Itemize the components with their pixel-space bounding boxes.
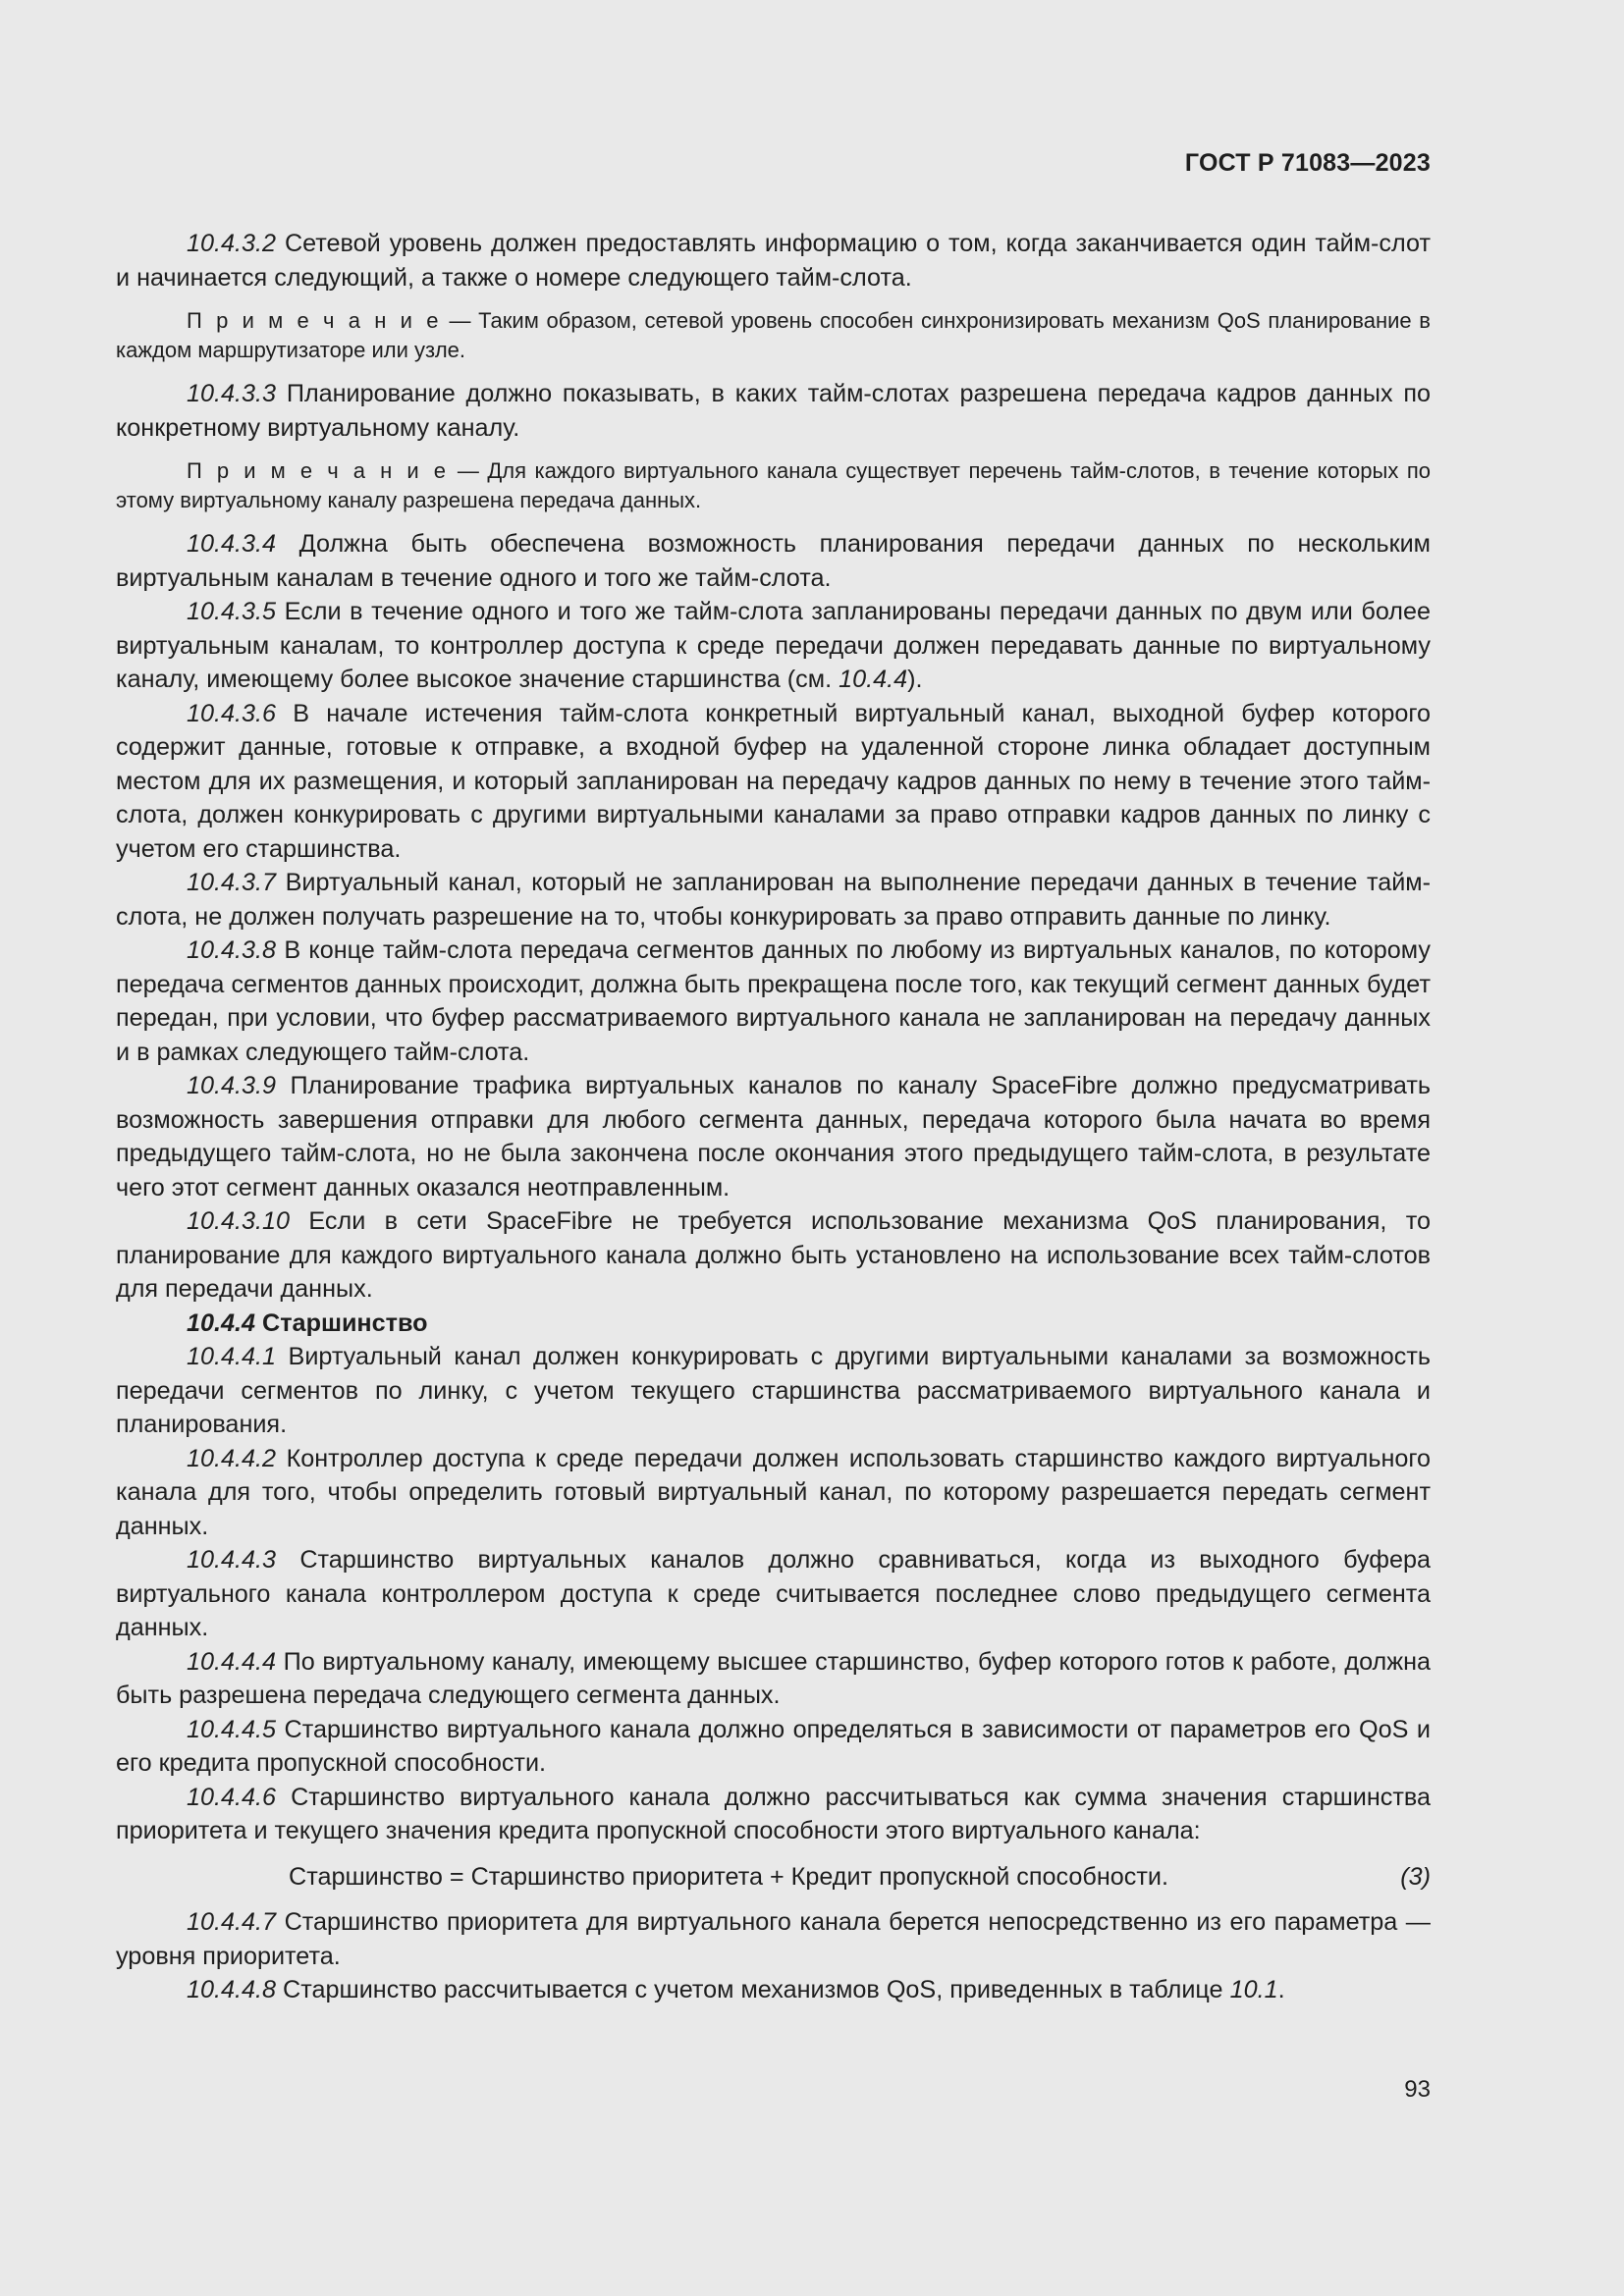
clause-number: 10.4.3.5 bbox=[187, 598, 277, 625]
clause-number: 10.4.3.7 bbox=[187, 869, 277, 896]
clause-text: Виртуальный канал должен конкурировать с другими виртуальными каналами за возможность передачи сегментов по линку, с учетом текущего старшинства рассматриваемого виртуального канала и планирования. bbox=[116, 1343, 1432, 1438]
clause-text: Старшинство приоритета для виртуального канала берется непосредственно из его параметра — уровня приоритета. bbox=[116, 1908, 1431, 1970]
page-body bbox=[116, 142, 1431, 2007]
paragraph-10-4-4-8 bbox=[116, 1973, 1431, 2007]
formula-number: (3) bbox=[1400, 1862, 1431, 1891]
clause-number: 10.4.4.3 bbox=[187, 1546, 277, 1574]
formula-3 bbox=[116, 1860, 1431, 1895]
clause-number: 10.4.3.2 bbox=[187, 230, 277, 257]
clause-number: 10.4.3.3 bbox=[187, 380, 277, 407]
clause-text: Если в сети SpaceFibre не требуется использование механизма QoS планирования, то планирование для каждого виртуального канала должно быть установлено на использование всех тайм-слотов для передачи данных. bbox=[116, 1207, 1432, 1303]
clause-text: В начале истечения тайм-слота конкретный виртуальный канал, выходной буфер которого содержит данные, готовые к отправке, а входной буфер на удаленной стороне линка обладает доступным местом для их размещения, и который запланирован на передачу кадров данных по нему в течение этого тайм-слота, должен конкурировать с другими виртуальными каналами за право отправки кадров данных по линку с учетом его старшинства. bbox=[116, 699, 1432, 863]
clause-number: 10.4.4.4 bbox=[187, 1647, 277, 1676]
paragraph-10-4-4-4 bbox=[116, 1645, 1431, 1713]
clause-text: Виртуальный канал, который не запланирован на выполнение передачи данных в течение тайм-слота, не должен получать разрешение на то, чтобы конкурировать за право отправить данные по линку. bbox=[116, 869, 1432, 931]
clause-text: Контроллер доступа к среде передачи должен использовать старшинство каждого виртуального канала для того, чтобы определить готовый виртуальный канал, по которому разрешается передать сегмент данных. bbox=[116, 1444, 1432, 1540]
section-heading-10-4-4 bbox=[116, 1307, 1431, 1341]
clause-number: 10.4.3.8 bbox=[187, 936, 277, 964]
clause-number: 10.4.4.2 bbox=[187, 1444, 277, 1472]
paragraph-10-4-3-4 bbox=[116, 527, 1431, 595]
clause-number: 10.4.4.8 bbox=[187, 1976, 277, 2003]
paragraph-10-4-4-7 bbox=[116, 1905, 1431, 1973]
note-label: П р и м е ч а н и е bbox=[187, 458, 450, 483]
paragraph-10-4-3-7 bbox=[116, 866, 1431, 934]
table-reference: 10.1 bbox=[1229, 1976, 1278, 2003]
paragraph-10-4-3-3 bbox=[116, 377, 1431, 445]
paragraph-10-4-3-10 bbox=[116, 1204, 1431, 1307]
clause-number: 10.4.3.4 bbox=[187, 530, 277, 558]
clause-text: Планирование должно показывать, в каких тайм-слотах разрешена передача кадров данных по конкретному виртуальному каналу. bbox=[116, 380, 1431, 442]
clause-number: 10.4.4.7 bbox=[187, 1908, 277, 1936]
note-1 bbox=[116, 306, 1431, 364]
clause-text: Старшинство виртуального канала должно рассчитываться как сумма значения старшинства приоритета и текущего значения кредита пропускной способности этого виртуального канала: bbox=[116, 1783, 1431, 1844]
clause-number: 10.4.4.1 bbox=[187, 1343, 277, 1370]
paragraph-10-4-3-6 bbox=[116, 697, 1431, 867]
section-title: Старшинство bbox=[262, 1308, 428, 1337]
clause-number: 10.4.3.9 bbox=[187, 1072, 277, 1099]
paragraph-10-4-4-3 bbox=[116, 1543, 1431, 1645]
formula-text: Старшинство = Старшинство приоритета + Кредит пропускной способности. bbox=[289, 1862, 1168, 1891]
clause-number: 10.4.4.5 bbox=[187, 1715, 277, 1743]
clause-number: 10.4.3.6 bbox=[187, 699, 277, 727]
clause-text: Сетевой уровень должен предоставлять информацию о том, когда заканчивается один тайм-слот и начинается следующий, а также о номере следующего тайм-слота. bbox=[116, 230, 1431, 292]
page-number: 93 bbox=[1404, 2076, 1431, 2103]
paragraph-10-4-3-8 bbox=[116, 934, 1431, 1069]
paragraph-10-4-4-2 bbox=[116, 1442, 1431, 1544]
clause-number: 10.4.3.10 bbox=[187, 1207, 291, 1235]
clause-tail: . bbox=[1277, 1976, 1285, 2003]
clause-number: 10.4.4.6 bbox=[187, 1783, 277, 1811]
paragraph-10-4-4-6 bbox=[116, 1781, 1431, 1848]
clause-text: По виртуальному каналу, имеющему высшее старшинство, буфер которого готов к работе, должна быть разрешена передача следующего сегмента данных. bbox=[116, 1647, 1431, 1709]
paragraph-10-4-3-5 bbox=[116, 595, 1431, 697]
clause-tail: ). bbox=[907, 666, 923, 693]
note-label: П р и м е ч а н и е bbox=[187, 308, 442, 333]
paragraph-10-4-4-1 bbox=[116, 1340, 1431, 1442]
clause-text: Старшинство виртуального канала должно определяться в зависимости от параметров его QoS и его кредита пропускной способности. bbox=[116, 1715, 1432, 1777]
note-text: — Для каждого виртуального канала существует перечень тайм-слотов, в течение которых по этому виртуальному каналу разрешена передача данных. bbox=[116, 458, 1431, 512]
document-header: ГОСТ Р 71083—2023 bbox=[1184, 149, 1431, 177]
cross-reference: 10.4.4 bbox=[839, 666, 908, 693]
clause-text: Старшинство рассчитывается с учетом механизмов QoS, приведенных в таблице bbox=[283, 1976, 1223, 2003]
clause-text: Планирование трафика виртуальных каналов по каналу SpaceFibre должно предусматривать возможность завершения отправки для любого сегмента данных, передача которого была начата во время предыдущего тайм-слота, но не была закончена после окончания этого предыдущего тайм-слота, в результате чего этот сегмент данных оказался неотправленным. bbox=[116, 1072, 1431, 1201]
note-text: — Таким образом, сетевой уровень способен синхронизировать механизм QoS планирование в каждом маршрутизаторе или узле. bbox=[116, 308, 1431, 362]
clause-text: Должна быть обеспечена возможность планирования передачи данных по нескольким виртуальным каналам в течение одного и того же тайм-слота. bbox=[116, 530, 1431, 592]
clause-text: Старшинство виртуальных каналов должно сравниваться, когда из выходного буфера виртуального канала контроллером доступа к среде считывается последнее слово предыдущего сегмента данных. bbox=[116, 1546, 1432, 1641]
clause-text: В конце тайм-слота передача сегментов данных по любому из виртуальных каналов, по которому передача сегментов данных происходит, должна быть прекращена после того, как текущий сегмент данных будет передан, при условии, что буфер рассматриваемого виртуального канала не запланирован на передачу данных и в рамках следующего тайм-слота. bbox=[116, 936, 1431, 1066]
note-2 bbox=[116, 456, 1431, 514]
paragraph-10-4-3-2 bbox=[116, 227, 1431, 294]
section-number: 10.4.4 bbox=[187, 1308, 256, 1337]
paragraph-10-4-3-9 bbox=[116, 1069, 1431, 1204]
paragraph-10-4-4-5 bbox=[116, 1713, 1431, 1781]
clause-text: Если в течение одного и того же тайм-слота запланированы передачи данных по двум или более виртуальным каналам, то контроллер доступа к среде передачи должен передавать данные по виртуальному каналу, имеющему более высокое значение старшинства (см. bbox=[116, 598, 1431, 693]
